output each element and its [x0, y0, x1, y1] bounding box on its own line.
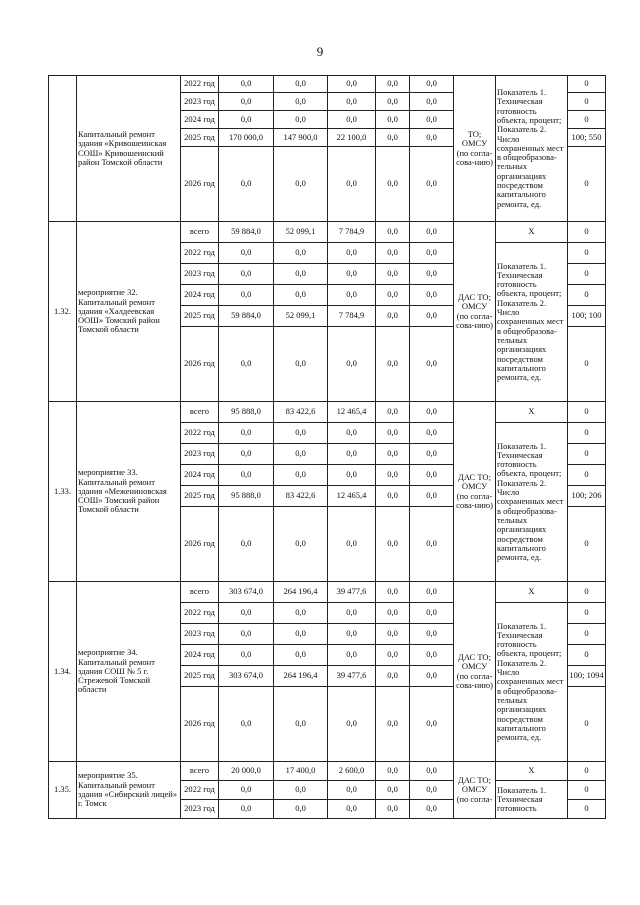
total-amount: 0,0 — [219, 243, 274, 264]
table-row — [49, 762, 606, 781]
local-amount: 0,0 — [376, 666, 410, 687]
local-amount: 0,0 — [376, 645, 410, 666]
target-value: 100; 100 — [568, 306, 606, 327]
year-cell: 2023 год — [181, 93, 219, 111]
regional-amount: 0,0 — [328, 93, 376, 111]
year-cell: 2025 год — [181, 306, 219, 327]
other-amount: 0,0 — [410, 76, 454, 93]
federal-amount: 0,0 — [274, 687, 328, 762]
total-amount: 0,0 — [219, 603, 274, 624]
federal-amount: 0,0 — [274, 624, 328, 645]
regional-amount: 0,0 — [328, 800, 376, 819]
year-cell: 2023 год — [181, 800, 219, 819]
regional-amount: 0,0 — [328, 687, 376, 762]
target-value: 0 — [568, 624, 606, 645]
federal-amount: 0,0 — [274, 800, 328, 819]
target-value: 0 — [568, 444, 606, 465]
regional-amount: 0,0 — [328, 781, 376, 800]
federal-amount: 0,0 — [274, 243, 328, 264]
other-amount: 0,0 — [410, 306, 454, 327]
local-amount: 0,0 — [376, 129, 410, 147]
federal-amount: 0,0 — [274, 327, 328, 402]
indicator-text: Показатель 1. Техническая готовность объекта, процент; Показатель 2. Число сохраненных мест в общеобразова-тельных организациях посредством капитального ремонта, ед. — [496, 603, 568, 762]
target-value: 100; 1094 — [568, 666, 606, 687]
local-amount: 0,0 — [376, 507, 410, 582]
target-value: 0 — [568, 762, 606, 781]
local-amount: 0,0 — [376, 423, 410, 444]
regional-amount: 0,0 — [328, 444, 376, 465]
target-value: 0 — [568, 327, 606, 402]
regional-amount: 0,0 — [328, 327, 376, 402]
target-value: 0 — [568, 423, 606, 444]
activity-name: мероприятие 33. Капитальный ремонт здания «Межениновская СОШ» Томский район Томской области — [77, 402, 181, 582]
local-amount: 0,0 — [376, 465, 410, 486]
target-value: 0 — [568, 93, 606, 111]
year-cell: 2025 год — [181, 129, 219, 147]
federal-amount: 0,0 — [274, 444, 328, 465]
regional-amount: 7 784,9 — [328, 222, 376, 243]
local-amount: 0,0 — [376, 781, 410, 800]
total-amount: 0,0 — [219, 264, 274, 285]
year-cell: 2022 год — [181, 76, 219, 93]
total-amount: 59 884,0 — [219, 306, 274, 327]
target-value: 0 — [568, 645, 606, 666]
regional-amount: 0,0 — [328, 624, 376, 645]
total-amount: 0,0 — [219, 465, 274, 486]
regional-amount: 7 784,9 — [328, 306, 376, 327]
table-row — [49, 402, 606, 423]
year-cell: 2026 год — [181, 327, 219, 402]
year-cell: 2024 год — [181, 645, 219, 666]
total-amount: 0,0 — [219, 444, 274, 465]
regional-amount: 0,0 — [328, 111, 376, 129]
year-cell: 2025 год — [181, 486, 219, 507]
local-amount: 0,0 — [376, 624, 410, 645]
other-amount: 0,0 — [410, 687, 454, 762]
total-amount: 303 674,0 — [219, 666, 274, 687]
total-amount: 303 674,0 — [219, 582, 274, 603]
executor: ДАС ТО; ОМСУ (по согла- — [454, 762, 496, 819]
table-row — [49, 222, 606, 243]
other-amount: 0,0 — [410, 781, 454, 800]
local-amount: 0,0 — [376, 264, 410, 285]
local-amount: 0,0 — [376, 327, 410, 402]
target-value: 100; 550 — [568, 129, 606, 147]
local-amount: 0,0 — [376, 486, 410, 507]
year-cell: 2026 год — [181, 507, 219, 582]
regional-amount: 2 600,0 — [328, 762, 376, 781]
regional-amount: 12 465,4 — [328, 486, 376, 507]
federal-amount: 0,0 — [274, 423, 328, 444]
other-amount: 0,0 — [410, 222, 454, 243]
total-amount: 0,0 — [219, 93, 274, 111]
regional-amount: 0,0 — [328, 285, 376, 306]
indicator-x: X — [496, 402, 568, 423]
total-amount: 0,0 — [219, 147, 274, 222]
local-amount: 0,0 — [376, 582, 410, 603]
federal-amount: 0,0 — [274, 645, 328, 666]
table-row — [49, 582, 606, 603]
local-amount: 0,0 — [376, 402, 410, 423]
target-value: 0 — [568, 222, 606, 243]
total-amount: 0,0 — [219, 285, 274, 306]
local-amount: 0,0 — [376, 687, 410, 762]
federal-amount: 52 099,1 — [274, 222, 328, 243]
total-amount: 0,0 — [219, 800, 274, 819]
year-cell: 2025 год — [181, 666, 219, 687]
local-amount: 0,0 — [376, 762, 410, 781]
other-amount: 0,0 — [410, 800, 454, 819]
target-value: 0 — [568, 800, 606, 819]
total-amount: 0,0 — [219, 111, 274, 129]
target-value: 0 — [568, 147, 606, 222]
local-amount: 0,0 — [376, 222, 410, 243]
target-value: 0 — [568, 264, 606, 285]
other-amount: 0,0 — [410, 93, 454, 111]
regional-amount: 0,0 — [328, 645, 376, 666]
federal-amount: 83 422,6 — [274, 402, 328, 423]
table-row — [49, 76, 606, 93]
indicator-x: X — [496, 222, 568, 243]
regional-amount: 0,0 — [328, 423, 376, 444]
regional-amount: 22 100,0 — [328, 129, 376, 147]
federal-amount: 264 196,4 — [274, 582, 328, 603]
other-amount: 0,0 — [410, 285, 454, 306]
federal-amount: 0,0 — [274, 465, 328, 486]
activity-number: 1.34. — [49, 582, 77, 762]
total-amount: 0,0 — [219, 687, 274, 762]
total-amount: 0,0 — [219, 645, 274, 666]
local-amount: 0,0 — [376, 603, 410, 624]
total-amount: 59 884,0 — [219, 222, 274, 243]
target-value: 0 — [568, 76, 606, 93]
regional-amount: 0,0 — [328, 76, 376, 93]
year-cell: 2022 год — [181, 243, 219, 264]
other-amount: 0,0 — [410, 465, 454, 486]
local-amount: 0,0 — [376, 147, 410, 222]
target-value: 0 — [568, 402, 606, 423]
other-amount: 0,0 — [410, 507, 454, 582]
year-cell: 2026 год — [181, 147, 219, 222]
federal-amount: 147 900,0 — [274, 129, 328, 147]
indicator-x: X — [496, 762, 568, 781]
federal-amount: 0,0 — [274, 285, 328, 306]
year-cell: всего — [181, 402, 219, 423]
activity-number — [49, 76, 77, 222]
year-cell: 2023 год — [181, 624, 219, 645]
total-amount: 20 000,0 — [219, 762, 274, 781]
federal-amount: 0,0 — [274, 147, 328, 222]
federal-amount: 0,0 — [274, 111, 328, 129]
other-amount: 0,0 — [410, 264, 454, 285]
target-value: 0 — [568, 687, 606, 762]
total-amount: 0,0 — [219, 327, 274, 402]
indicator-x: X — [496, 582, 568, 603]
local-amount: 0,0 — [376, 76, 410, 93]
target-value: 0 — [568, 507, 606, 582]
other-amount: 0,0 — [410, 486, 454, 507]
federal-amount: 0,0 — [274, 76, 328, 93]
local-amount: 0,0 — [376, 444, 410, 465]
total-amount: 95 888,0 — [219, 486, 274, 507]
year-cell: 2022 год — [181, 423, 219, 444]
regional-amount: 0,0 — [328, 507, 376, 582]
other-amount: 0,0 — [410, 603, 454, 624]
other-amount: 0,0 — [410, 582, 454, 603]
indicator-text: Показатель 1. Техническая готовность объекта, процент; Показатель 2. Число сохраненных мест в общеобразова-тельных организациях посредством капитального ремонта, ед. — [496, 243, 568, 402]
year-cell: 2024 год — [181, 285, 219, 306]
total-amount: 0,0 — [219, 507, 274, 582]
local-amount: 0,0 — [376, 111, 410, 129]
federal-amount: 52 099,1 — [274, 306, 328, 327]
year-cell: 2023 год — [181, 444, 219, 465]
year-cell: 2024 год — [181, 111, 219, 129]
other-amount: 0,0 — [410, 111, 454, 129]
target-value: 0 — [568, 781, 606, 800]
year-cell: 2026 год — [181, 687, 219, 762]
local-amount: 0,0 — [376, 306, 410, 327]
program-table — [48, 75, 606, 819]
local-amount: 0,0 — [376, 93, 410, 111]
year-cell: всего — [181, 762, 219, 781]
federal-amount: 83 422,6 — [274, 486, 328, 507]
executor: ДАС ТО; ОМСУ (по согла-сова-нию) — [454, 222, 496, 402]
local-amount: 0,0 — [376, 800, 410, 819]
year-cell: 2024 год — [181, 465, 219, 486]
other-amount: 0,0 — [410, 762, 454, 781]
executor: ДАС ТО; ОМСУ (по согла-сова-нию) — [454, 582, 496, 762]
regional-amount: 0,0 — [328, 465, 376, 486]
other-amount: 0,0 — [410, 444, 454, 465]
target-value: 100; 206 — [568, 486, 606, 507]
regional-amount: 0,0 — [328, 243, 376, 264]
regional-amount: 39 477,6 — [328, 582, 376, 603]
target-value: 0 — [568, 582, 606, 603]
local-amount: 0,0 — [376, 285, 410, 306]
activity-name: мероприятие 35. Капитальный ремонт здания «Сибирский лицей» г. Томск — [77, 762, 181, 819]
federal-amount: 17 400,0 — [274, 762, 328, 781]
year-cell: всего — [181, 582, 219, 603]
year-cell: 2022 год — [181, 781, 219, 800]
total-amount: 0,0 — [219, 423, 274, 444]
regional-amount: 39 477,6 — [328, 666, 376, 687]
federal-amount: 0,0 — [274, 93, 328, 111]
federal-amount: 264 196,4 — [274, 666, 328, 687]
activity-number: 1.33. — [49, 402, 77, 582]
regional-amount: 0,0 — [328, 147, 376, 222]
federal-amount: 0,0 — [274, 603, 328, 624]
federal-amount: 0,0 — [274, 507, 328, 582]
other-amount: 0,0 — [410, 645, 454, 666]
activity-name: мероприятие 34. Капитальный ремонт здания СОШ № 5 г. Стрежевой Томской области — [77, 582, 181, 762]
indicator-text: Показатель 1. Техническая готовность объекта, процент; Показатель 2. Число сохраненных мест в общеобразова-тельных организациях посредством капитального ремонта, ед. — [496, 76, 568, 222]
executor: ДАС ТО; ОМСУ (по согла-сова-нию) — [454, 402, 496, 582]
year-cell: всего — [181, 222, 219, 243]
other-amount: 0,0 — [410, 243, 454, 264]
total-amount: 0,0 — [219, 76, 274, 93]
other-amount: 0,0 — [410, 327, 454, 402]
page-number: 9 — [316, 44, 324, 59]
total-amount: 95 888,0 — [219, 402, 274, 423]
target-value: 0 — [568, 603, 606, 624]
executor: ТО; ОМСУ (по согла-сова-нию) — [454, 76, 496, 222]
regional-amount: 12 465,4 — [328, 402, 376, 423]
activity-name: Капитальный ремонт здания «Кривошеинская СОШ» Кривошеинский район Томской области — [77, 76, 181, 222]
other-amount: 0,0 — [410, 666, 454, 687]
other-amount: 0,0 — [410, 147, 454, 222]
total-amount: 170 000,0 — [219, 129, 274, 147]
regional-amount: 0,0 — [328, 603, 376, 624]
local-amount: 0,0 — [376, 243, 410, 264]
other-amount: 0,0 — [410, 129, 454, 147]
activity-number: 1.35. — [49, 762, 77, 819]
target-value: 0 — [568, 243, 606, 264]
target-value: 0 — [568, 285, 606, 306]
activity-number: 1.32. — [49, 222, 77, 402]
other-amount: 0,0 — [410, 402, 454, 423]
target-value: 0 — [568, 465, 606, 486]
total-amount: 0,0 — [219, 624, 274, 645]
target-value: 0 — [568, 111, 606, 129]
total-amount: 0,0 — [219, 781, 274, 800]
regional-amount: 0,0 — [328, 264, 376, 285]
federal-amount: 0,0 — [274, 264, 328, 285]
year-cell: 2022 год — [181, 603, 219, 624]
federal-amount: 0,0 — [274, 781, 328, 800]
activity-name: мероприятие 32. Капитальный ремонт здания «Халдеевская ООШ» Томский район Томской области — [77, 222, 181, 402]
indicator-text: Показатель 1. Техническая готовность — [496, 781, 568, 819]
other-amount: 0,0 — [410, 624, 454, 645]
year-cell: 2023 год — [181, 264, 219, 285]
other-amount: 0,0 — [410, 423, 454, 444]
indicator-text: Показатель 1. Техническая готовность объекта, процент; Показатель 2. Число сохраненных мест в общеобразова-тельных организациях посредством капитального ремонта, ед. — [496, 423, 568, 582]
